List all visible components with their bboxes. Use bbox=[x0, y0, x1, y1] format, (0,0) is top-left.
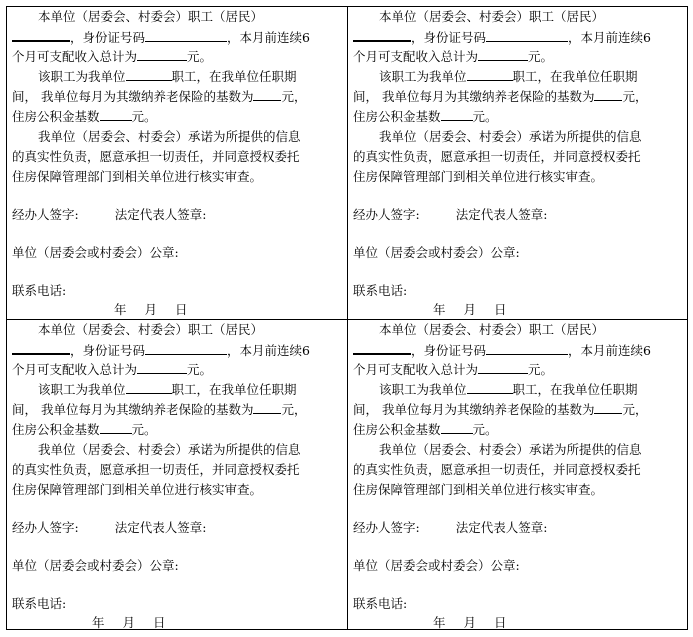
id-number-blank[interactable] bbox=[486, 342, 568, 355]
id-line: ，身份证号码 ，本月前连续6 bbox=[12, 341, 310, 360]
promise-line-2: 的真实性负责，愿意承担一切责任，并同意授权委托 bbox=[353, 149, 641, 164]
form-cell-top-right bbox=[353, 8, 688, 318]
promise-line-1: 我单位（居委会、村委会）承诺为所提供的信息 bbox=[379, 442, 642, 457]
id-line: ，身份证号码 ，本月前连续6 bbox=[353, 28, 651, 47]
employee-type-blank[interactable] bbox=[126, 381, 172, 394]
intro-line: 本单位（居委会、村委会）职工（居民） bbox=[38, 9, 264, 24]
form-cell-bottom-left bbox=[12, 321, 347, 631]
date-line: 年 月 日 bbox=[433, 302, 507, 317]
employee-type-blank[interactable] bbox=[467, 68, 513, 81]
unit-seal-label: 单位（居委会或村委会）公章: bbox=[353, 245, 520, 260]
handler-signature-label: 经办人签字: bbox=[353, 207, 420, 222]
legal-rep-seal-label: 法定代表人签章: bbox=[114, 207, 207, 222]
handler-signature-label: 经办人签字: bbox=[353, 520, 420, 535]
promise-line-2: 的真实性负责，愿意承担一切责任，并同意授权委托 bbox=[353, 462, 641, 477]
id-number-blank[interactable] bbox=[145, 29, 227, 42]
fund-line: 住房公积金基数 元。 bbox=[353, 109, 498, 124]
promise-line-2: 的真实性负责，愿意承担一切责任，并同意授权委托 bbox=[12, 462, 300, 477]
housing-fund-blank[interactable] bbox=[441, 108, 473, 121]
fund-line: 住房公积金基数 元。 bbox=[353, 422, 498, 437]
employee-line: 该职工为我单位 职工，在我单位任职期 bbox=[38, 69, 297, 84]
employee-type-blank[interactable] bbox=[467, 381, 513, 394]
income-line: 个月可支配收入总计为 元。 bbox=[353, 362, 554, 377]
signature-line bbox=[12, 519, 206, 537]
signature-line bbox=[353, 206, 547, 224]
date-line: 年 月 日 bbox=[433, 615, 507, 630]
handler-signature-label: 经办人签字: bbox=[12, 520, 79, 535]
name-blank[interactable] bbox=[353, 28, 411, 42]
id-line: ，身份证号码 ，本月前连续6 bbox=[353, 341, 651, 360]
legal-rep-seal-label: 法定代表人签章: bbox=[114, 520, 207, 535]
signature-line bbox=[12, 206, 206, 224]
id-number-blank[interactable] bbox=[145, 342, 227, 355]
housing-fund-blank[interactable] bbox=[100, 108, 132, 121]
income-line: 个月可支配收入总计为 元。 bbox=[353, 49, 554, 64]
employee-type-blank[interactable] bbox=[126, 68, 172, 81]
promise-line-3: 住房保障管理部门到相关单位进行核实审查。 bbox=[353, 482, 604, 497]
unit-seal-label: 单位（居委会或村委会）公章: bbox=[12, 245, 179, 260]
pension-base-blank[interactable] bbox=[594, 88, 622, 101]
id-line: ，身份证号码 ，本月前连续6 bbox=[12, 28, 310, 47]
intro-line: 本单位（居委会、村委会）职工（居民） bbox=[379, 9, 605, 24]
fund-line: 住房公积金基数 元。 bbox=[12, 109, 157, 124]
intro-line: 本单位（居委会、村委会）职工（居民） bbox=[379, 322, 605, 337]
employee-line: 该职工为我单位 职工，在我单位任职期 bbox=[38, 382, 297, 397]
name-blank[interactable] bbox=[353, 341, 411, 355]
promise-line-2: 的真实性负责，愿意承担一切责任，并同意授权委托 bbox=[12, 149, 300, 164]
promise-line-1: 我单位（居委会、村委会）承诺为所提供的信息 bbox=[38, 442, 301, 457]
pension-line: 间， 我单位每月为其缴纳养老保险的基数为 元， bbox=[12, 402, 307, 417]
promise-line-1: 我单位（居委会、村委会）承诺为所提供的信息 bbox=[38, 129, 301, 144]
unit-seal-label: 单位（居委会或村委会）公章: bbox=[12, 558, 179, 573]
housing-fund-blank[interactable] bbox=[441, 421, 473, 434]
promise-line-3: 住房保障管理部门到相关单位进行核实审查。 bbox=[12, 169, 263, 184]
pension-line: 间， 我单位每月为其缴纳养老保险的基数为 元， bbox=[353, 402, 648, 417]
handler-signature-label: 经办人签字: bbox=[12, 207, 79, 222]
fund-line: 住房公积金基数 元。 bbox=[12, 422, 157, 437]
income-blank[interactable] bbox=[137, 361, 187, 374]
name-blank[interactable] bbox=[12, 341, 70, 355]
date-line: 年 月 日 bbox=[92, 615, 166, 630]
signature-line bbox=[353, 519, 547, 537]
pension-base-blank[interactable] bbox=[253, 88, 281, 101]
income-blank[interactable] bbox=[137, 48, 187, 61]
employee-line: 该职工为我单位 职工，在我单位任职期 bbox=[379, 382, 638, 397]
legal-rep-seal-label: 法定代表人签章: bbox=[455, 520, 548, 535]
pension-line: 间， 我单位每月为其缴纳养老保险的基数为 元， bbox=[12, 89, 307, 104]
form-cell-top-left bbox=[12, 8, 347, 318]
pension-base-blank[interactable] bbox=[594, 401, 622, 414]
pension-base-blank[interactable] bbox=[253, 401, 281, 414]
phone-label: 联系电话: bbox=[353, 283, 408, 298]
pension-line: 间， 我单位每月为其缴纳养老保险的基数为 元， bbox=[353, 89, 648, 104]
form-cell-bottom-right bbox=[353, 321, 688, 631]
promise-line-3: 住房保障管理部门到相关单位进行核实审查。 bbox=[353, 169, 604, 184]
employee-line: 该职工为我单位 职工，在我单位任职期 bbox=[379, 69, 638, 84]
income-line: 个月可支配收入总计为 元。 bbox=[12, 49, 213, 64]
income-line: 个月可支配收入总计为 元。 bbox=[12, 362, 213, 377]
intro-line: 本单位（居委会、村委会）职工（居民） bbox=[38, 322, 264, 337]
id-number-blank[interactable] bbox=[486, 29, 568, 42]
phone-label: 联系电话: bbox=[353, 596, 408, 611]
promise-line-1: 我单位（居委会、村委会）承诺为所提供的信息 bbox=[379, 129, 642, 144]
divider-vertical bbox=[347, 7, 348, 629]
income-blank[interactable] bbox=[478, 48, 528, 61]
legal-rep-seal-label: 法定代表人签章: bbox=[455, 207, 548, 222]
name-blank[interactable] bbox=[12, 28, 70, 42]
phone-label: 联系电话: bbox=[12, 283, 67, 298]
phone-label: 联系电话: bbox=[12, 596, 67, 611]
housing-fund-blank[interactable] bbox=[100, 421, 132, 434]
income-blank[interactable] bbox=[478, 361, 528, 374]
date-line: 年 月 日 bbox=[114, 302, 188, 317]
promise-line-3: 住房保障管理部门到相关单位进行核实审查。 bbox=[12, 482, 263, 497]
divider-horizontal bbox=[7, 319, 687, 320]
unit-seal-label: 单位（居委会或村委会）公章: bbox=[353, 558, 520, 573]
